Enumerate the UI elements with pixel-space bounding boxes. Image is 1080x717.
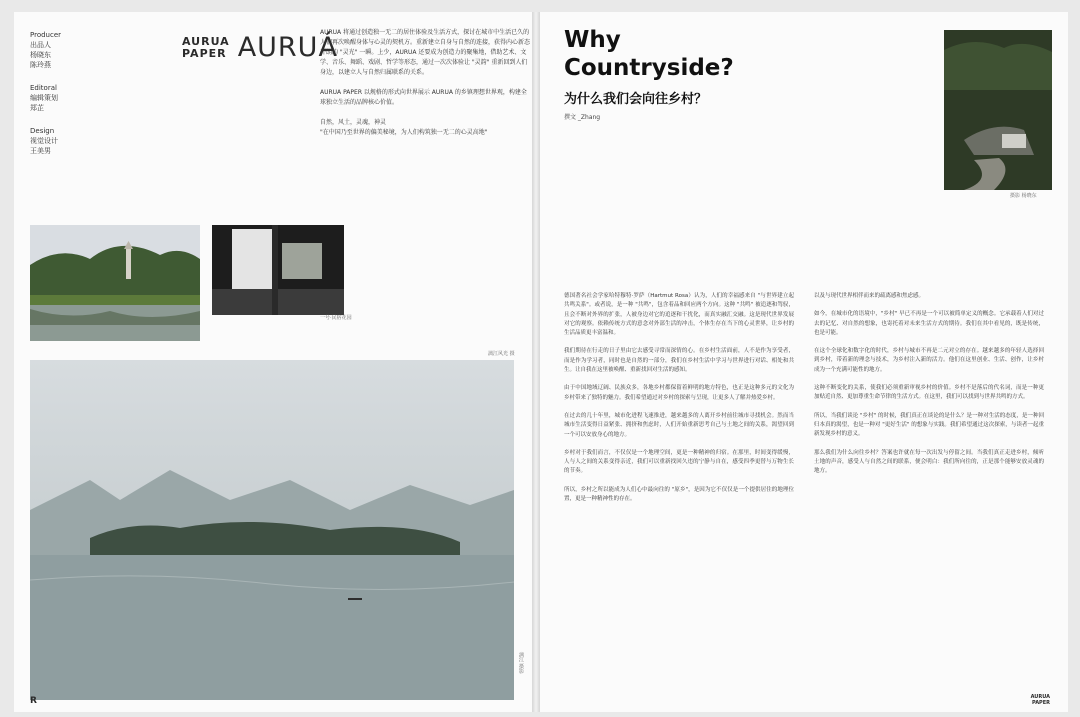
footer-logo-line: AURUA	[1030, 694, 1050, 700]
photo-caption: 摄影 杨晓东	[1010, 193, 1037, 199]
body-paragraph: 所以，当我们谈论 "乡村" 的时候，我们真正在谈论的是什么？是一种对生活的态度，是一种回归本真的渴望，也是一种对 "更好生活" 的想象与实践。我们希望通过这次探索，与读者一起重新发现乡村的意义。	[814, 412, 1044, 438]
page-folio: R	[30, 696, 37, 706]
article-title-en	[564, 26, 734, 82]
credit-name: 郑芷	[30, 104, 44, 112]
interior-photo	[212, 225, 344, 315]
body-paragraph: 以及与现代世界相伴而来的疏离感和焦虑感。	[814, 293, 925, 299]
title-line: Countryside?	[564, 55, 734, 81]
credit-design	[30, 126, 120, 156]
credit-role-zh: 出品人	[30, 41, 51, 49]
left-page	[14, 12, 532, 712]
body-paragraph: 如今，在城市化的语境中，"乡村" 早已不再是一个可以被简单定义的概念。它承载着人们对过去的记忆、对自然的想象，也寄托着对未来生活方式的期待。我们在其中看见的，既是传统，也是可能。	[814, 311, 1044, 336]
photo-caption-vertical: 漓江 摄影	[518, 652, 524, 674]
river-landscape-photo	[30, 360, 514, 700]
photo-caption: 一号·民宿花园	[320, 315, 352, 321]
photo-caption: 漓江风光 摄	[488, 351, 515, 357]
body-paragraph: 德国著名社会学家哈特穆特·罗萨（Hartmut Rosa）认为，人们的幸福感来自 "与世界建立起共鸣关系"。或者说，是一种 "共鸣"，包含着品和回应两个方向。这种 "共鸣" 被追逐和驾驭，且会不断对外界的扩张，人被身边对它的追逐和干扰化，而真实融汇交融。这是现代世界发展对它的观察。依赖传统方式的意念对外部生活的冲击，个体生存在当下的心灵世界，让乡村的生活品质更丰富温和。	[564, 293, 794, 337]
intro-text	[320, 28, 532, 148]
aurua-wordmark: AURUÁ	[237, 32, 338, 63]
right-page	[540, 12, 1068, 712]
intro-paragraph: AURUA 将通过创造独一无二的居住体验及生活方式，探讨在城市中生活已久的人们再次唤醒身体与心灵的契机方。重新建立自身与自然的连接，获得内心新态开朗的 "灵光" 一瞬。上少，AURUA 还要成为创造力的聚集地，借助艺术、文学、音乐、舞蹈、戏剧、哲学等形态，通过一次次体验让 "灵韵" 重新回到人们身边，以建立人与自然归属联系的关系。	[320, 29, 531, 76]
forest-village-photo	[944, 30, 1052, 190]
credit-editorial	[30, 83, 120, 113]
credit-name: 陈玲燕	[30, 61, 51, 69]
logo-line: PAPER	[182, 46, 227, 60]
credit-producer	[30, 30, 120, 70]
body-paragraph: 这种不断变化的关系，使我们必须重新审视乡村的价值。乡村不是落后的代名词，而是一种更加贴近自然、更加尊重生命节律的生活方式。在这里，我们可以找到与世界共鸣的方式。	[814, 385, 1044, 401]
intro-paragraph: AURUA PAPER 以规格的形式向世界展示 AURUA 的乡镇理想世界观，构建全球独立生活的品牌核心价值。	[320, 89, 527, 106]
credit-role-en: Design	[30, 127, 55, 135]
page-footer-logo	[1031, 694, 1050, 706]
body-paragraph: 在这个全球化和数字化的时代，乡村与城市不再是二元对立的存在。越来越多的年轻人选择回到乡村，带着新的理念与技术，为乡村注入新的活力。他们在这里创业、生活、创作，让乡村成为一个充满可能性的地方。	[814, 348, 1044, 373]
book-spine	[532, 12, 540, 712]
credit-role-zh: 视觉设计	[30, 137, 58, 145]
intro-paragraph	[320, 118, 532, 138]
credit-name: 杨晓东	[30, 51, 51, 59]
credit-name: 王美男	[30, 147, 51, 155]
credit-role-en: Editoral	[30, 84, 57, 92]
body-paragraph: 由于中国地域辽阔、民族众多，各地乡村都保留着鲜明的地方特色，也正是这种多元的文化为乡村带来了独特的魅力。我们希望通过对乡村的探索与呈现，让更多人了解并热爱乡村。	[564, 385, 794, 401]
body-paragraph: 所以，乡村之所以能成为人们心中最向往的 "原乡"，是因为它不仅仅是一个提供居住的地理位置，更是一种精神性的存在。	[564, 486, 794, 503]
intro-quote: "在中国乃至世界的偏美秘境，为人们构筑独一无二的心灵高地"	[320, 129, 488, 136]
body-paragraph: 那么我们为什么向往乡村？答案也许就在每一次出发与停留之间。当我们真正走进乡村，倾听土地的声音，感受人与自然之间的联系，便会明白：我们所向往的，正是那个能够安放灵魂的地方。	[814, 449, 1044, 475]
body-column-2	[814, 292, 1044, 485]
article-title-zh: 为什么我们会向往乡村？	[564, 92, 708, 107]
body-paragraph: 在过去的几十年里，城市化进程飞速推进，越来越多的人离开乡村前往城市寻找机会。然而当城市生活变得日益紧张、拥挤和焦虑时，人们开始重新思考自己与土地之间的关系，渴望回到一个可以安放身心的地方。	[564, 412, 794, 438]
credits	[30, 30, 120, 169]
title-line: Why	[564, 27, 621, 53]
aurua-paper-logo	[182, 36, 230, 60]
logo-line: AURUA	[182, 34, 230, 48]
pagoda-lake-photo	[30, 225, 200, 341]
footer-logo-line: PAPER	[1031, 700, 1050, 706]
credit-role-zh: 编辑策划	[30, 94, 58, 102]
body-paragraph: 乡村对于我们而言，不仅仅是一个地理空间，更是一种精神的归宿。在那里，时间变得缓慢，人与人之间的关系变得亲近，我们可以重新找回久违的宁静与自在，感受四季更替与万物生长的节奏。	[564, 449, 794, 475]
credit-role-en: Producer	[30, 31, 62, 39]
body-paragraph: 我们期待在行走的日子里由它去感受寻常而深情的心。在乡村生活面前，人不是作为享受者，而是作为学习者，同时也是自然的一部分，我们在乡村生活中学习与世界进行对话、相处和共生。让自我在这里被唤醒、重新找回对生活的感知。	[564, 348, 794, 374]
body-column-1	[564, 292, 794, 513]
intro-keywords: 自然，风土，灵魂，神灵	[320, 119, 387, 126]
byline: 撰文 _Zhang	[564, 114, 601, 121]
aurua-logo	[182, 32, 338, 63]
